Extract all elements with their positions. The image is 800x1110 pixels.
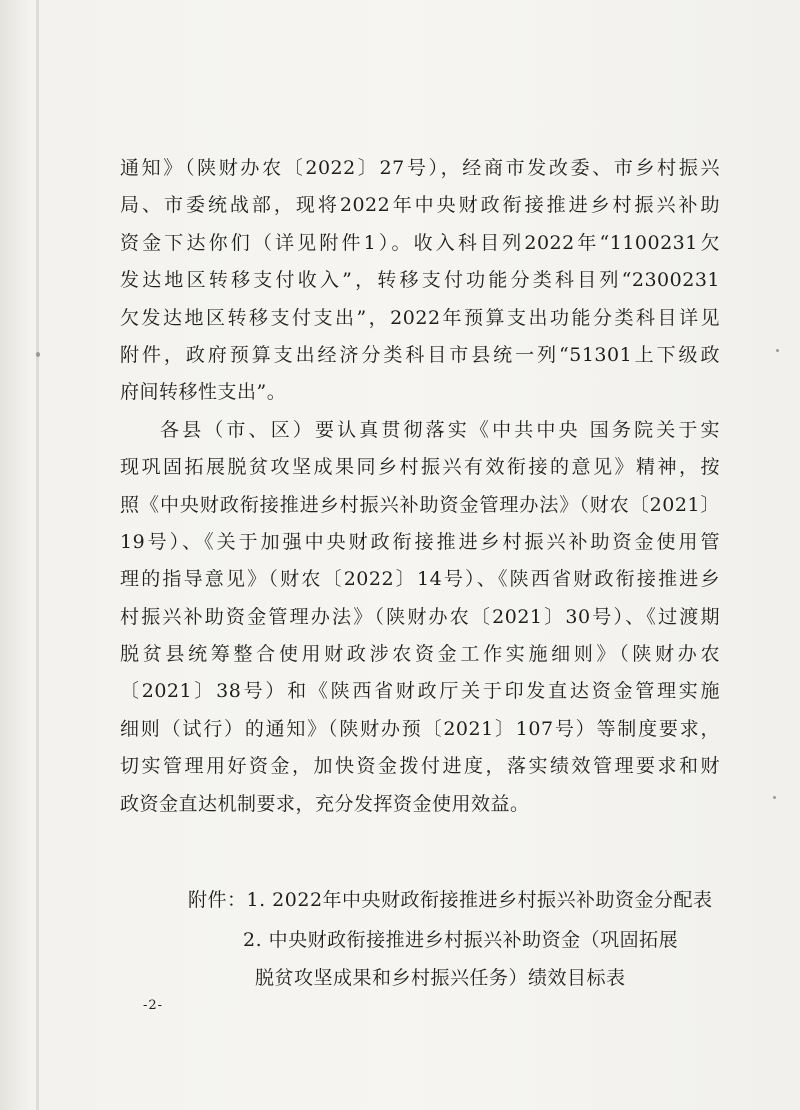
- paper-speck: [36, 352, 40, 357]
- body-text: [120, 150, 720, 823]
- attachment-label: 附件：: [188, 889, 247, 911]
- paper-speck: [776, 349, 779, 352]
- body-line: 府间转移性支出”。: [120, 381, 287, 404]
- body-line: 理的指导意见》（财农〔2022〕14号）、《陕西省财政衔接推进乡: [120, 568, 720, 591]
- body-line: 照《中央财政衔接推进乡村振兴补助资金管理办法》（财农〔2021〕: [120, 493, 720, 516]
- attachment-item-2-line-2: 脱贫攻坚成果和乡村振兴任务）绩效目标表: [255, 967, 626, 989]
- paragraph-start-line: 各县（市、区）要认真贯彻落实《中共中央 国务院关于实: [160, 418, 720, 441]
- attachment-item-2-line-1: 2. 中央财政衔接推进乡村振兴补助资金（巩固拓展: [243, 929, 679, 951]
- body-line: 附件，政府预算支出经济分类科目市县统一列“51301上下级政: [120, 343, 720, 366]
- body-line: 19号）、《关于加强中央财政衔接推进乡村振兴补助资金使用管: [120, 530, 720, 553]
- body-line: 局、市委统战部，现将2022年中央财政衔接推进乡村振兴补助: [120, 194, 720, 217]
- body-line: 资金下达你们（详见附件1）。收入科目列2022年“1100231欠: [120, 231, 720, 254]
- attachment-item-1: [188, 882, 713, 918]
- body-line: 现巩固拓展脱贫攻坚成果同乡村振兴有效衔接的意见》精神，按: [120, 456, 720, 479]
- body-line: 政资金直达机制要求，充分发挥资金使用效益。: [120, 792, 530, 815]
- body-line: 脱贫县统筹整合使用财政涉农资金工作实施细则》（陕财办农: [120, 643, 720, 666]
- body-line: 通知》（陕财办农〔2022〕27号），经商市发改委、市乡村振兴: [120, 157, 720, 179]
- paper-speck: [773, 796, 776, 799]
- body-line: 〔2021〕38号）和《陕西省财政厅关于印发直达资金管理实施: [120, 680, 720, 703]
- body-line: 发达地区转移支付收入”，转移支付功能分类科目列“2300231: [120, 269, 720, 292]
- body-line: 欠发达地区转移支付支出”，2022年预算支出功能分类科目详见: [120, 306, 720, 329]
- page-fold-shadow: [36, 0, 39, 1110]
- page-number: -2-: [143, 998, 164, 1013]
- attachment-item-1-text: 1. 2022年中央财政衔接推进乡村振兴补助资金分配表: [246, 889, 713, 911]
- body-line: 细则（试行）的通知》（陕财办预〔2021〕107号）等制度要求，: [120, 717, 720, 740]
- body-line: 村振兴补助资金管理办法》（陕财办农〔2021〕30号）、《过渡期: [120, 605, 720, 628]
- body-line: 切实管理用好资金，加快资金拨付进度，落实绩效管理要求和财: [120, 755, 720, 778]
